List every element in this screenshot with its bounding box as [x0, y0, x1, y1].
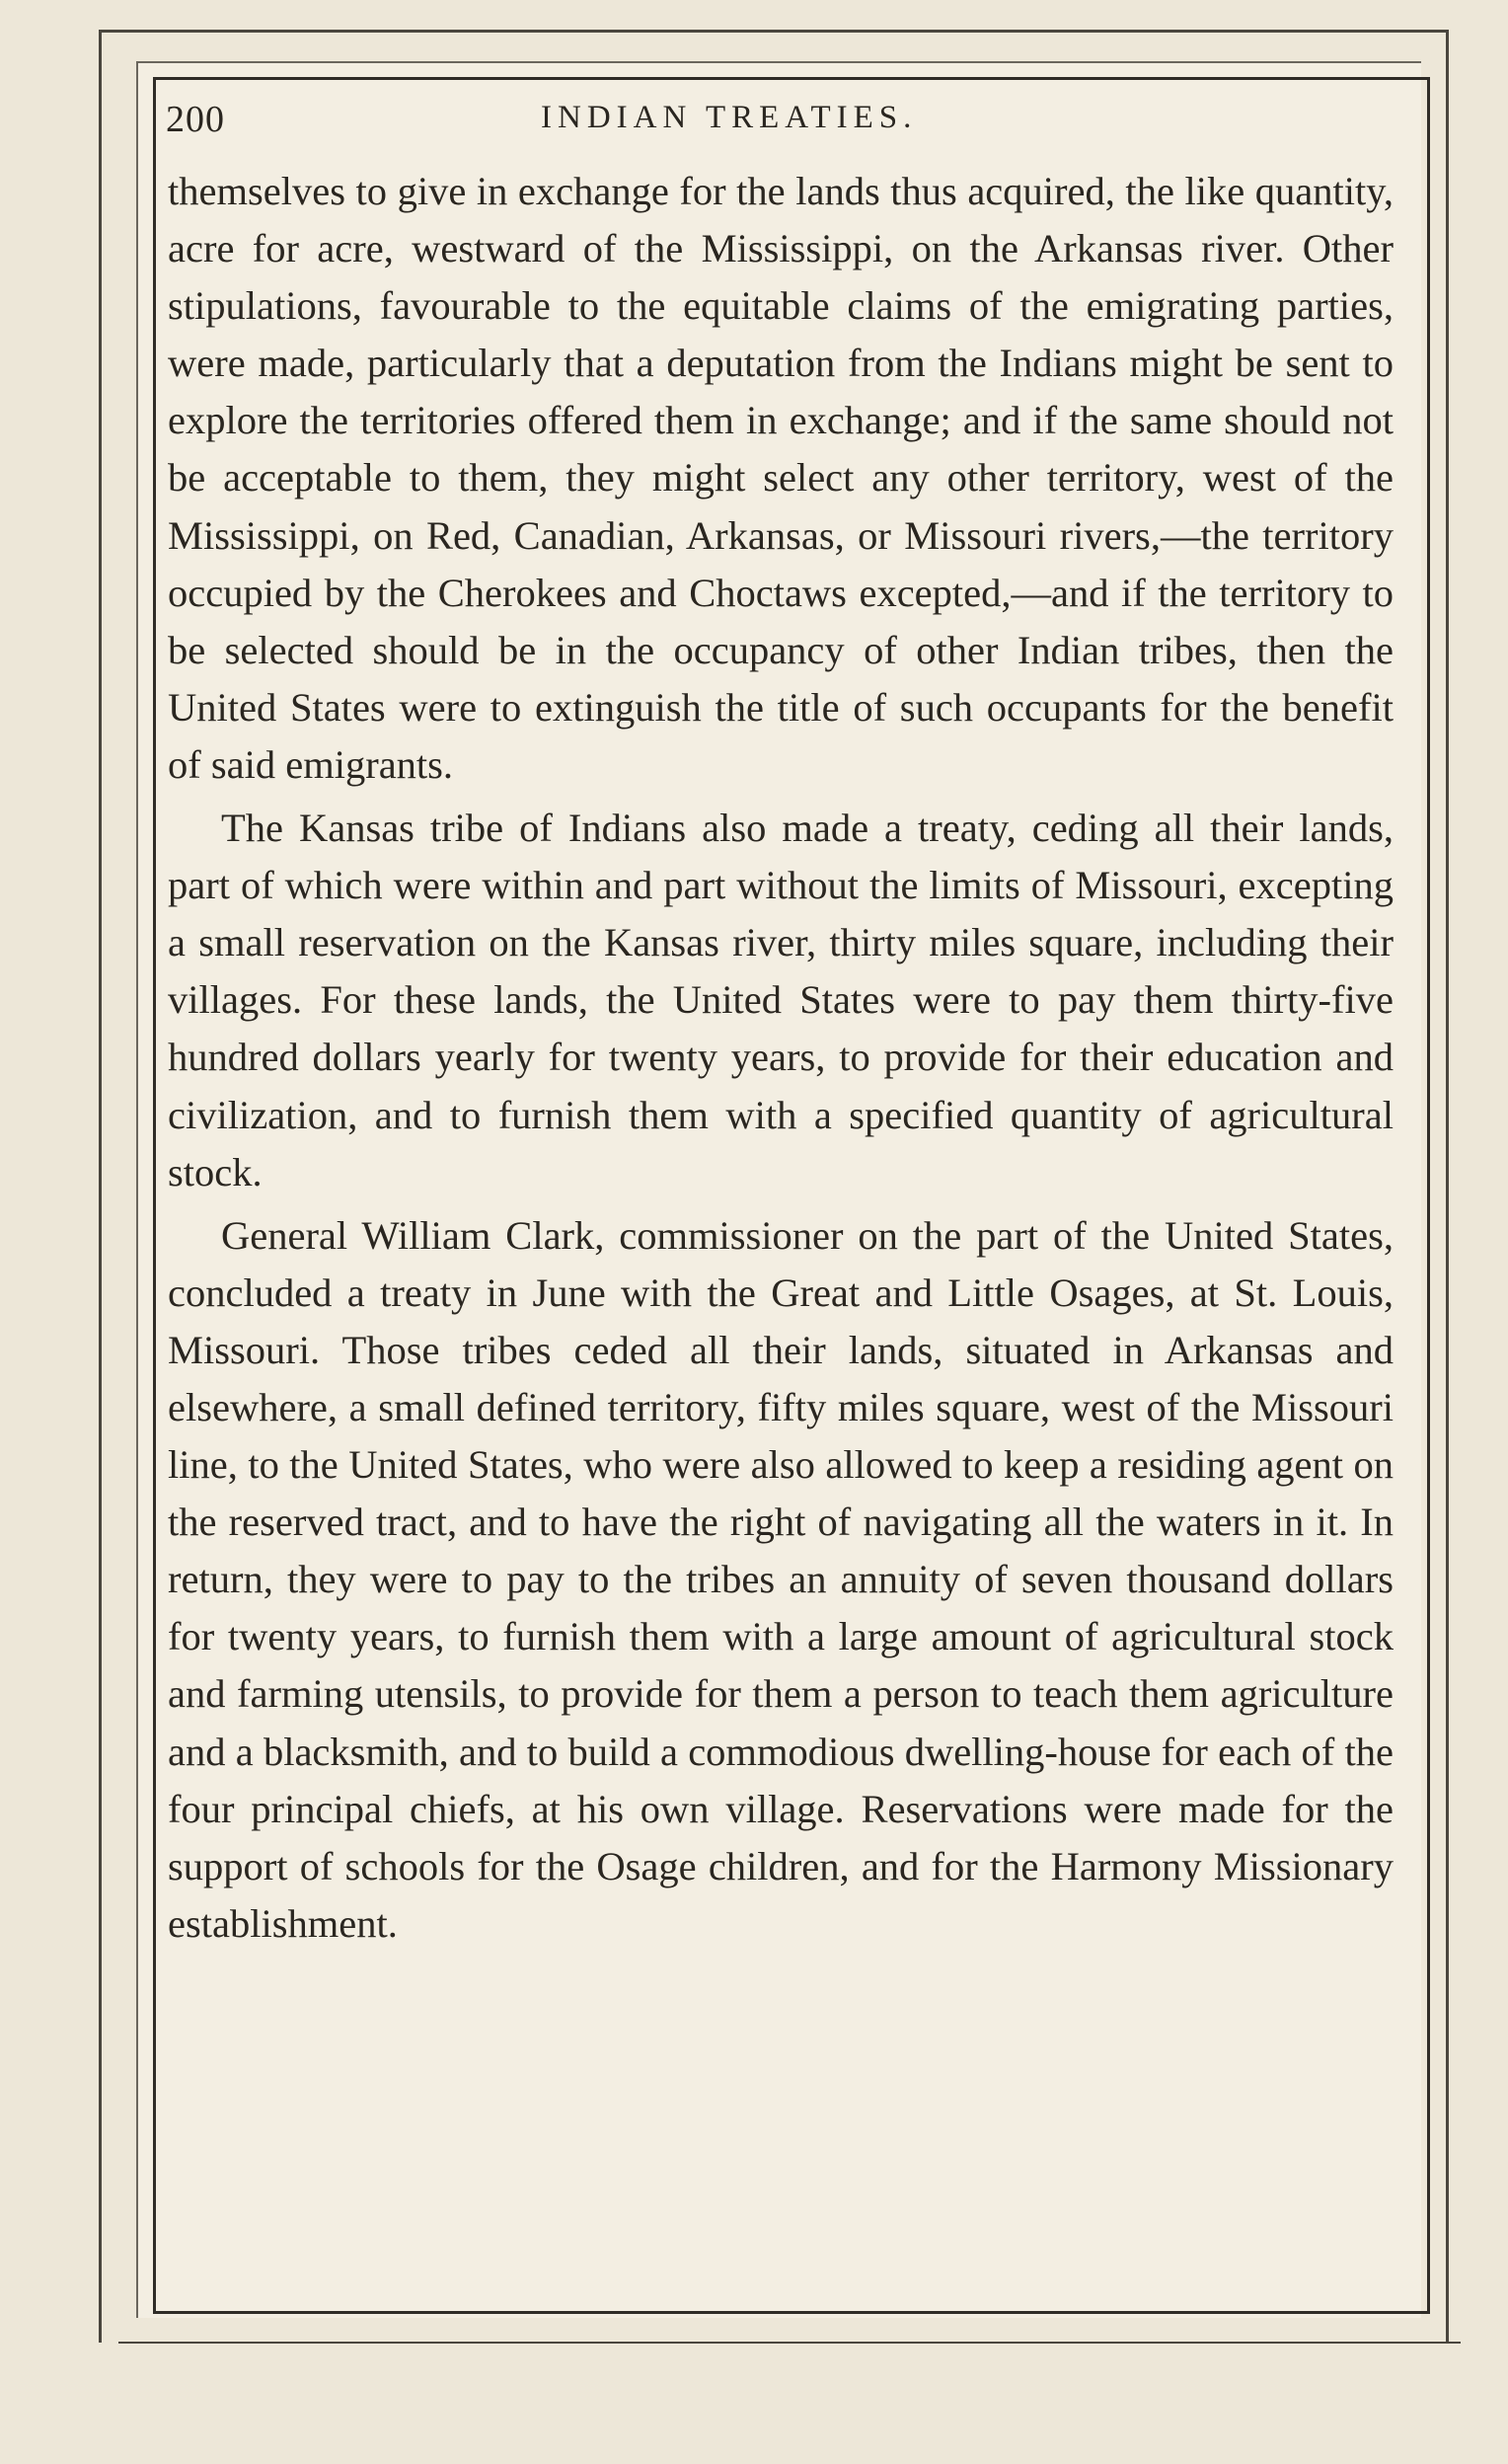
paragraph-continuation: themselves to give in exchange for the lands thus acquired, the like quantity, acre for acre, westward of the Mississippi, on the Arkansas river. Other stipulations, favourable to the equitable claims of the emigrating parties, were made, particularly that a deputation from the Indians might be sent to explore the territories offered them in exchange; and if the same should not be acceptable to them, they might select any other territory, west of the Mississippi, on Red, Canadian, Arkansas, or Missouri rivers,—the territory occupied by the Cherokees and Choctaws excepted,—and if the territory to be selected should be in the occupancy of other Indian tribes, then the United States were to extinguish the title of such occupants for the benefit of said emigrants.: [168, 169, 1394, 787]
running-head: [166, 94, 1399, 153]
paragraph-osage-treaty: General William Clark, commissioner on the part of the United States, concluded a treaty in June with the Great and Little Osages, at St. Louis, Missouri. Those tribes ceded all their lands, situated in Arkansas and elsewhere, a small defined territory, fifty miles square, west of the Missouri line, to the United States, who were also allowed to keep a residing agent on the reserved tract, and to have the right of navigating all the waters in it. In return, they were to pay to the tribes an annuity of seven thousand dollars for twenty years, to furnish them with a large amount of agricultural stock and farming utensils, to provide for them a person to teach them agriculture and a blacksmith, and to build a commodious dwelling-house for each of the four principal chiefs, at his own village. Reservations were made for the support of schools for the Osage children, and for the Harmony Missionary establishment.: [168, 1212, 1394, 1946]
outer-page-base-rule: [118, 2342, 1461, 2344]
body-text: [168, 163, 1394, 1959]
paragraph-kansas-treaty: The Kansas tribe of Indians also made a treaty, ceding all their lands, part of which were within and part without the limits of Missouri, excepting a small reservation on the Kansas river, thirty miles square, including their villages. For these lands, the United States were to pay them thirty-five hundred dollars yearly for twenty years, to provide for their education and civilization, and to furnish them with a specified quantity of agricultural stock.: [168, 806, 1394, 1194]
page-number: 200: [166, 99, 225, 140]
running-title: INDIAN TREATIES.: [541, 100, 918, 135]
